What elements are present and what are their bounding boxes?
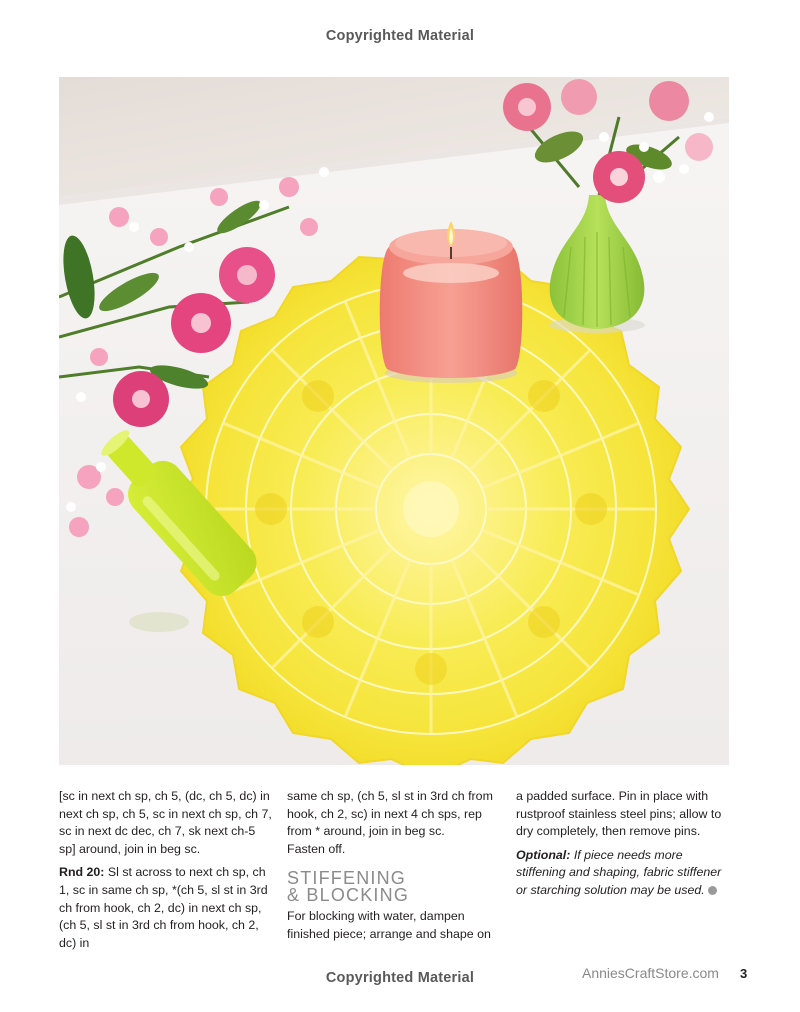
- blocking-paragraph: For blocking with water, dampen finished piece; arrange and shape on: [287, 909, 491, 941]
- round-20-continued: same ch sp, (ch 5, sl st in 3rd ch from hook, ch 2, sc) in next 4 ch sps, rep from * around, join in beg sc.: [287, 789, 493, 839]
- blocking-continued: a padded surface. Pin in place with rustproof stainless steel pins; allow to dry completely, then remove pins.: [516, 789, 722, 839]
- text-column-2: [287, 788, 501, 944]
- text-column-3: [516, 788, 730, 900]
- heading-line-2: & BLOCKING: [287, 885, 410, 906]
- optional-label: Optional:: [516, 847, 571, 862]
- footer-website: AnniesCraftStore.com: [582, 965, 719, 981]
- text-column-1: [59, 788, 273, 952]
- round-20-text: Sl st across to next ch sp, ch 1, sc in same ch sp, *(ch 5, sl st in 3rd ch from hook, ch 2, dc) in next ch sp, (ch 5, sl st in 3rd ch from hook, ch 2, dc) in: [59, 865, 268, 950]
- round-20-label: Rnd 20:: [59, 865, 105, 880]
- copyright-header: Copyrighted Material: [325, 28, 475, 44]
- instructions-continued: [sc in next ch sp, ch 5, (dc, ch 5, dc) in next ch sp, ch 5, sc in next ch sp, ch 7, sc in next dc dec, ch 7, sk next ch-5 sp] around, join in beg sc.: [59, 789, 272, 856]
- heading-line-1: STIFFENING: [287, 868, 406, 889]
- copyright-footer: Copyrighted Material: [325, 970, 475, 986]
- stiffening-blocking-heading: [287, 870, 501, 904]
- page-number: 3: [740, 966, 748, 981]
- optional-paragraph: [516, 847, 730, 900]
- optional-text: If piece needs more stiffening and shaping, fabric stiffener or starching solution may be used.: [516, 847, 722, 897]
- fasten-off-text: Fasten off.: [287, 841, 346, 856]
- doily-photo: [59, 77, 729, 765]
- round-20-paragraph: [59, 864, 273, 952]
- end-of-article-dot-icon: [708, 886, 717, 895]
